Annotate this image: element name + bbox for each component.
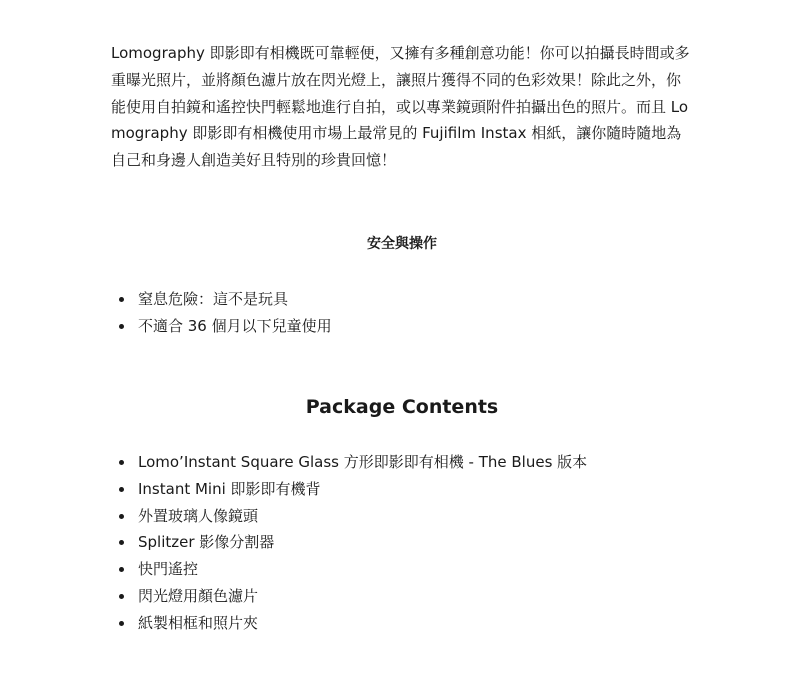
list-item-text: Splitzer 影像分割器: [138, 533, 275, 552]
bullet-icon: [119, 297, 124, 302]
list-item-text: 外置玻璃人像鏡頭: [138, 506, 259, 525]
list-item: [111, 556, 693, 583]
intro-paragraph: Lomography 即影即有相機既可靠輕便，又擁有多種創意功能！你可以拍攝長時間或多重曝光照片，並將顏色濾片放在閃光燈上，讓照片獲得不同的色彩效果！除此之外，你能使用自拍鏡和遙控快門輕鬆地進行自拍，或以專業鏡頭附件拍攝出色的照片。而且 Lomography 即影即有相機使用市場上最常見的 Fujifilm Instax 相紙，讓你隨時隨地為自己和身邊人創造美好且特別的珍貴回憶！: [111, 44, 690, 170]
list-item: [111, 476, 693, 503]
package-contents-heading: Package Contents: [305, 396, 499, 418]
list-item-text: Lomo’Instant Square Glass 方形即影即有相機 - The Blues 版本: [138, 453, 588, 471]
bullet-icon: [119, 567, 124, 572]
bullet-icon: [119, 514, 124, 519]
list-item-text: 閃光燈用顏色濾片: [138, 586, 259, 605]
bullet-icon: [119, 594, 124, 599]
list-item-text: Instant Mini 即影即有機背: [138, 479, 321, 498]
safety-heading: 安全與操作: [367, 236, 437, 252]
list-item: [111, 583, 693, 610]
list-item-text: 窒息危險：這不是玩具: [138, 290, 289, 308]
list-item-text: 快門遙控: [138, 560, 199, 579]
list-item: [111, 503, 693, 530]
bullet-icon: [119, 324, 124, 329]
bullet-icon: [119, 460, 124, 465]
product-description: [111, 40, 693, 632]
list-item-text: 紙製相框和照片夾: [138, 613, 259, 632]
safety-list: [111, 286, 693, 340]
list-item: [111, 529, 693, 556]
list-item: [111, 286, 693, 313]
bullet-icon: [119, 487, 124, 492]
list-item: [111, 449, 693, 476]
bullet-icon: [119, 621, 124, 626]
bullet-icon: [119, 540, 124, 545]
list-item: [111, 313, 693, 340]
list-item: [111, 610, 693, 637]
list-item-text: 不適合 36 個月以下兒童使用: [138, 316, 332, 335]
package-contents-list: [111, 449, 693, 637]
